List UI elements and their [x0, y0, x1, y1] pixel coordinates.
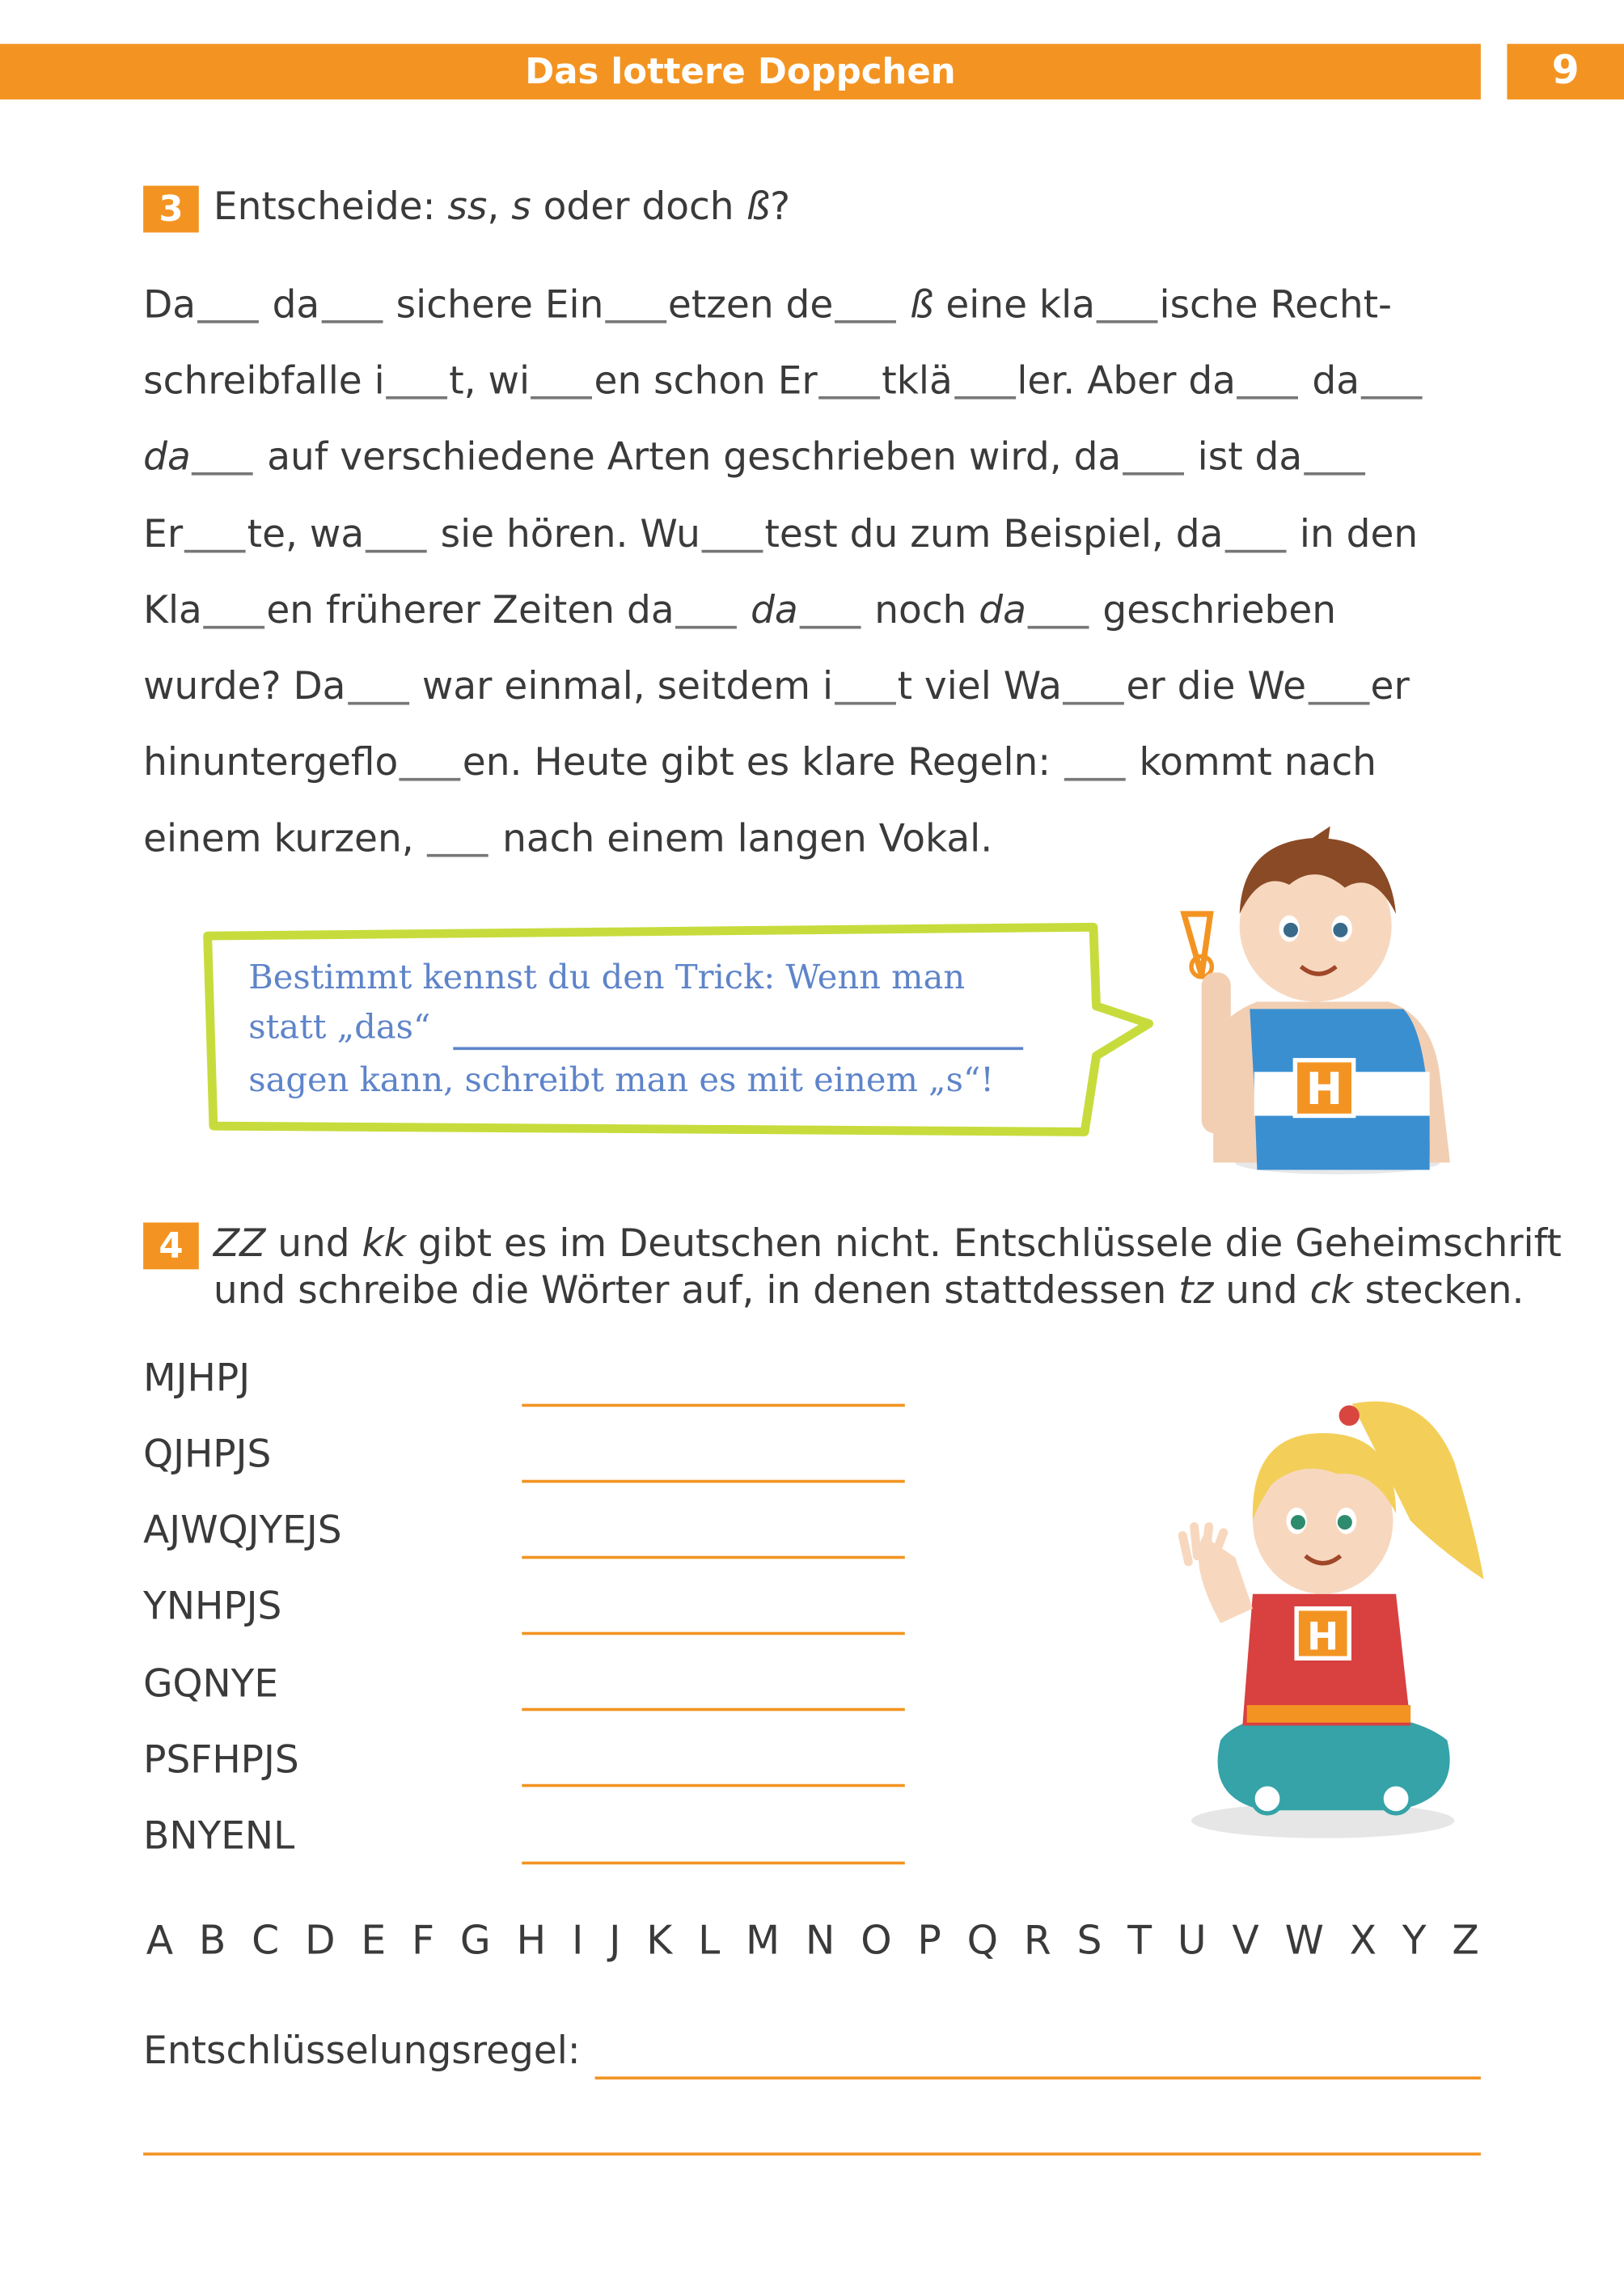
cloze-text: war einmal, seitdem i [409, 665, 834, 709]
alphabet-letter: V [1232, 1919, 1259, 1965]
cloze-text: er die We [1126, 665, 1307, 709]
cloze-italic-text: ß [909, 283, 934, 328]
answer-line-1[interactable] [522, 1404, 905, 1407]
cloze-blank[interactable] [427, 813, 488, 857]
cloze-blank[interactable] [321, 279, 383, 323]
cloze-line-8 [143, 810, 992, 869]
answer-line-3[interactable] [522, 1556, 905, 1559]
cloze-blank[interactable] [819, 355, 881, 399]
cloze-line-4 [143, 506, 1418, 565]
boy-shirt-letter: H [1305, 1064, 1343, 1115]
cloze-line-3 [143, 429, 1367, 487]
cloze-blank[interactable] [954, 355, 1016, 399]
cloze-text: en. Heute gibt es klare Regeln: [462, 741, 1064, 785]
cloze-text: test du zum Beispiel, da [764, 513, 1224, 557]
answer-line-6[interactable] [522, 1784, 905, 1787]
cloze-blank[interactable] [347, 661, 408, 704]
cloze-text: einem kurzen, [143, 817, 426, 861]
answer-line-7[interactable] [522, 1862, 905, 1865]
cloze-blank[interactable] [605, 279, 666, 323]
cloze-text: t viel Wa [897, 665, 1062, 709]
cloze-line-1 [143, 277, 1392, 335]
bubble-line-1: Bestimmt kennst du den Trick: Wenn man [248, 959, 966, 998]
cloze-blank[interactable] [835, 661, 896, 704]
answer-line-2[interactable] [522, 1480, 905, 1483]
cloze-blank[interactable] [197, 279, 259, 323]
alphabet-letter: I [571, 1919, 584, 1965]
alphabet-letter: Z [1452, 1919, 1479, 1965]
cloze-text: da [260, 283, 320, 328]
cloze-text: da [1300, 359, 1360, 404]
cloze-blank[interactable] [366, 509, 427, 552]
cloze-text: geschrieben [1090, 589, 1337, 633]
rule-answer-line-2[interactable] [143, 2152, 1481, 2156]
code-word-5: GQNYE [143, 1662, 279, 1707]
code-word-6: PSFHPJS [143, 1738, 299, 1783]
cloze-blank[interactable] [1308, 661, 1369, 704]
cloze-italic-text: da [751, 589, 798, 633]
cloze-text: sie hören. Wu [428, 513, 700, 557]
cloze-text: er [1370, 665, 1410, 709]
task-3-number: 3 [143, 186, 199, 233]
cloze-blank[interactable] [531, 355, 593, 399]
alphabet-letter: G [459, 1919, 491, 1965]
code-word-1: MJHPJ [143, 1356, 251, 1402]
cloze-blank[interactable] [1064, 661, 1125, 704]
cloze-text: noch [862, 589, 979, 633]
cloze-text: wurde? Da [143, 665, 346, 709]
alphabet-letter: B [198, 1919, 226, 1965]
alphabet-letter: N [805, 1919, 835, 1965]
alphabet-letter: U [1177, 1919, 1207, 1965]
code-word-3: AJWQJYEJS [143, 1508, 342, 1554]
cloze-text: auf verschiedene Arten geschrieben wird, da [255, 435, 1122, 480]
cloze-blank[interactable] [192, 431, 254, 475]
cloze-text: sichere Ein [383, 283, 604, 328]
cloze-text [738, 590, 751, 633]
alphabet-letter: T [1127, 1919, 1152, 1965]
cloze-line-5 [143, 582, 1336, 641]
answer-line-5[interactable] [522, 1708, 905, 1711]
answer-line-4[interactable] [522, 1632, 905, 1635]
cloze-blank[interactable] [1097, 279, 1158, 323]
alphabet-letter: E [361, 1919, 387, 1965]
alphabet-letter: S [1076, 1919, 1102, 1965]
cloze-blank[interactable] [675, 585, 737, 628]
cloze-italic-text: da [143, 435, 191, 480]
cloze-text: hinuntergeflo [143, 741, 399, 785]
cloze-blank[interactable] [1237, 355, 1299, 399]
cloze-line-2 [143, 353, 1423, 411]
girl-shirt-letter: H [1307, 1614, 1339, 1660]
cloze-blank[interactable] [1304, 431, 1365, 475]
task-3-instruction: Entscheide: ss, s oder doch ß? [213, 185, 791, 230]
cloze-blank[interactable] [1224, 509, 1286, 552]
alphabet-letter: P [917, 1919, 941, 1965]
cloze-blank[interactable] [835, 279, 896, 323]
cloze-text: schreibfalle i [143, 359, 385, 404]
code-word-7: BNYENL [143, 1814, 295, 1859]
rule-answer-line-1[interactable] [595, 2076, 1481, 2079]
alphabet-letter: F [412, 1919, 435, 1965]
alphabet-letter: X [1349, 1919, 1377, 1965]
alphabet-letter: J [609, 1919, 621, 1965]
cloze-text [898, 284, 910, 328]
cloze-text: Er [143, 513, 184, 557]
cloze-line-7 [143, 734, 1377, 793]
cloze-text: ler. Aber da [1017, 359, 1236, 404]
cloze-text: kommt nach [1127, 741, 1377, 785]
alphabet-letter: C [252, 1919, 280, 1965]
task-4-instruction-line-1: ZZ und kk gibt es im Deutschen nicht. Entschlüssele die Geheimschrift [213, 1222, 1562, 1267]
rule-label: Entschlüsselungsregel: [143, 2029, 581, 2074]
alphabet-letter: Q [966, 1919, 999, 1965]
alphabet-letter: D [305, 1919, 336, 1965]
code-word-2: QJHPJS [143, 1432, 272, 1478]
cloze-text: nach einem langen Vokal. [490, 817, 993, 861]
cloze-blank[interactable] [184, 509, 246, 552]
cloze-text: en schon Er [594, 359, 818, 404]
cloze-blank[interactable] [400, 737, 461, 781]
task-4-number: 4 [143, 1222, 199, 1269]
cloze-text: Da [143, 283, 197, 328]
girl-character-illustration [1177, 1375, 1491, 1843]
cloze-blank[interactable] [1064, 737, 1126, 781]
cloze-text: ist da [1185, 435, 1303, 480]
bubble-line-2: statt „das“ [248, 1009, 431, 1047]
cloze-text: in den [1287, 513, 1419, 557]
alphabet-letter: M [746, 1919, 780, 1965]
alphabet-letter: A [146, 1919, 174, 1965]
page-number: 9 [1507, 44, 1624, 99]
cloze-text: Kla [143, 589, 202, 633]
cloze-text: etzen de [667, 283, 834, 328]
cloze-italic-text: da [979, 589, 1026, 633]
boy-character-illustration [1169, 827, 1484, 1178]
alphabet-row [146, 1919, 1479, 1964]
cloze-text: tklä [882, 359, 953, 404]
cloze-blank[interactable] [204, 585, 265, 628]
cloze-text: eine kla [933, 283, 1095, 328]
cloze-text: en früherer Zeiten da [266, 589, 675, 633]
alphabet-letter: O [861, 1919, 892, 1965]
alphabet-letter: H [516, 1919, 547, 1965]
cloze-blank[interactable] [1123, 431, 1184, 475]
cloze-text: ische Recht- [1159, 283, 1392, 328]
bubble-line-3: sagen kann, schreibt man es mit einem „s“! [248, 1061, 994, 1100]
cloze-blank[interactable] [1028, 585, 1089, 628]
bubble-answer-line[interactable] [453, 1047, 1023, 1051]
cloze-blank[interactable] [702, 509, 763, 552]
alphabet-letter: Y [1402, 1919, 1427, 1965]
cloze-blank[interactable] [1361, 355, 1423, 399]
cloze-text: te, wa [247, 513, 365, 557]
cloze-text: t, wi [449, 359, 531, 404]
cloze-blank[interactable] [386, 355, 447, 399]
alphabet-letter: R [1023, 1919, 1051, 1965]
cloze-line-6 [143, 658, 1410, 717]
code-word-4: YNHPJS [143, 1584, 282, 1630]
task-4-instruction-line-2: und schreibe die Wörter auf, in denen stattdessen tz und ck stecken. [213, 1269, 1525, 1314]
alphabet-letter: W [1284, 1919, 1324, 1965]
page-title: Das lottere Doppchen [525, 51, 956, 92]
alphabet-letter: L [698, 1919, 721, 1965]
alphabet-letter: K [646, 1919, 673, 1965]
cloze-blank[interactable] [800, 585, 861, 628]
